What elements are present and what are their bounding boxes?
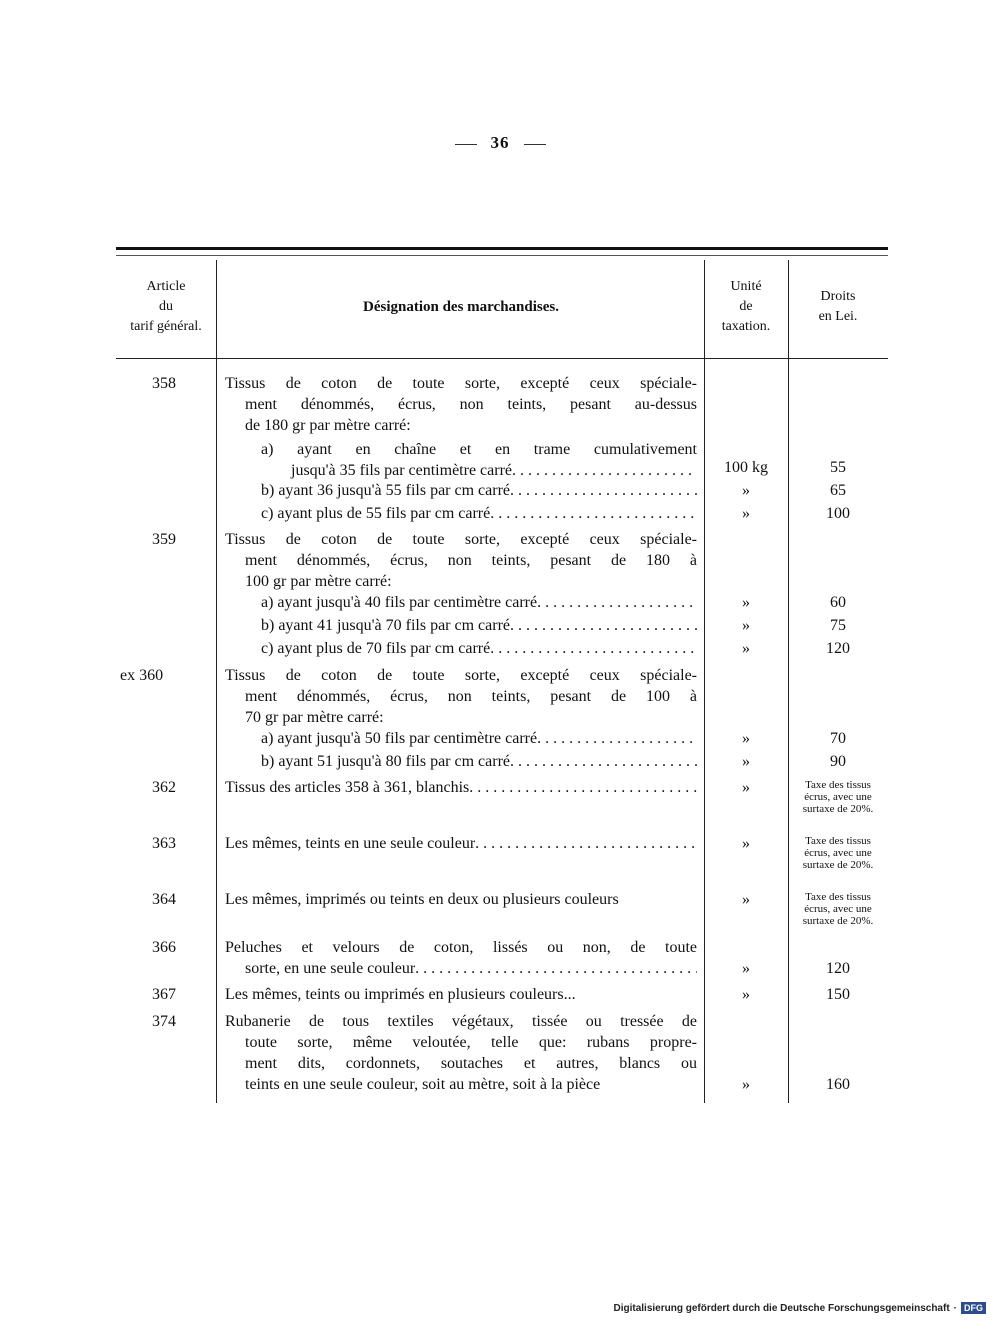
sub-item-label: jusqu'à 35 fils par centimètre carré	[291, 462, 513, 479]
duty-value: 120	[826, 960, 850, 977]
article-number: 359	[152, 531, 176, 548]
sub-item-label: b) ayant 41 jusqu'à 70 fils par cm carré	[261, 617, 511, 634]
unit-value: »	[742, 594, 750, 611]
tariff-table	[116, 247, 888, 1093]
header-duty: Droits en Lei.	[818, 289, 858, 324]
unit-value: »	[742, 617, 750, 634]
unit-value: »	[742, 1076, 750, 1093]
unit-value: »	[742, 753, 750, 770]
article-number: 358	[152, 375, 176, 392]
designation-text: Les mêmes, teints ou imprimés en plusieurs couleurs...	[225, 986, 576, 1003]
unit-value: 100 kg	[724, 459, 768, 476]
unit-value: »	[742, 779, 750, 796]
sub-item-label: c) ayant plus de 70 fils par cm carré	[261, 640, 491, 657]
sub-item-label: a) ayant jusqu'à 40 fils par centimètre carré	[261, 594, 538, 611]
duty-value: 55	[830, 459, 846, 476]
sub-item-label: a) ayant en chaîne et en trame cumulativement	[261, 441, 697, 458]
sub-item-label: b) ayant 51 jusqu'à 80 fils par cm carré	[261, 753, 511, 770]
article-number: 366	[152, 939, 176, 956]
header-unit: Unité de taxation.	[721, 279, 771, 334]
unit-value: »	[742, 960, 750, 977]
sub-item-label: b) ayant 36 jusqu'à 55 fils par cm carré	[261, 482, 511, 499]
digitization-credit: Digitalisierung gefördert durch die Deutsche Forschungsgemeinschaft · DFG	[613, 1302, 986, 1314]
duty-value: 150	[826, 986, 850, 1003]
designation-text: Peluches et velours de coton, lissés ou non, de toute sorte, en une seule couleur . . .	[225, 937, 697, 979]
duty-value: 160	[826, 1076, 850, 1093]
duty-value: 90	[830, 753, 846, 770]
unit-value: »	[742, 640, 750, 657]
header-article: Article du tarif général.	[130, 279, 202, 334]
page-number: 36	[0, 133, 1000, 153]
duty-value: 120	[826, 640, 850, 657]
article-number: 367	[152, 986, 176, 1003]
designation-text: Les mêmes, teints en une seule couleur	[225, 835, 476, 852]
unit-value: »	[742, 986, 750, 1003]
duty-value: 60	[830, 594, 846, 611]
table-header	[116, 256, 888, 359]
article-number: 364	[152, 891, 176, 908]
duty-value: 100	[826, 505, 850, 522]
article-number: 363	[152, 835, 176, 852]
column-divider	[216, 355, 217, 1103]
sub-item-label: c) ayant plus de 55 fils par cm carré	[261, 505, 491, 522]
unit-value: »	[742, 482, 750, 499]
dfg-logo-icon: DFG	[961, 1302, 986, 1314]
unit-value: »	[742, 730, 750, 747]
unit-value: »	[742, 835, 750, 852]
article-number: 362	[152, 779, 176, 796]
designation-text: Tissus des articles 358 à 361, blanchis	[225, 779, 470, 796]
designation-text: Les mêmes, imprimés ou teints en deux ou plusieurs couleurs	[225, 891, 619, 908]
duty-note: Taxe des tissus écrus, avec une surtaxe de 20%.	[802, 779, 874, 815]
designation-text: Tissus de coton de toute sorte, excepté ceux spéciale- ment dénommés, écrus, non teints, pesant de 100 à 70 gr par mètre carré:	[225, 667, 697, 726]
table-top-rule	[116, 247, 888, 256]
designation-text: Rubanerie de tous textiles végétaux, tissée ou tressée de toute sorte, même veloutée, telle que: rubans propre- ment dits, cordonnets, soutaches et autres, blancs ou teints en une seule couleur, soit au mètre, soit à la pièce	[225, 1013, 697, 1093]
duty-note: Taxe des tissus écrus, avec une surtaxe de 20%.	[802, 891, 874, 927]
unit-value: »	[742, 891, 750, 908]
designation-text: Tissus de coton de toute sorte, excepté ceux spéciale- ment dénommés, écrus, non teints, pesant de 180 à 100 gr par mètre carré:	[225, 531, 697, 590]
sub-item-label: a) ayant jusqu'à 50 fils par centimètre carré	[261, 730, 538, 747]
article-number: 374	[152, 1013, 176, 1030]
duty-value: 65	[830, 482, 846, 499]
designation-text: Tissus de coton de toute sorte, excepté ceux spéciale- ment dénommés, écrus, non teints, pesant au-dessus de 180 gr par mètre carré:	[225, 375, 697, 434]
duty-note: Taxe des tissus écrus, avec une surtaxe de 20%.	[802, 835, 874, 871]
duty-value: 75	[830, 617, 846, 634]
duty-value: 70	[830, 730, 846, 747]
article-number: ex 360	[120, 667, 164, 684]
header-designation: Désignation des marchandises.	[363, 299, 559, 315]
unit-value: »	[742, 505, 750, 522]
